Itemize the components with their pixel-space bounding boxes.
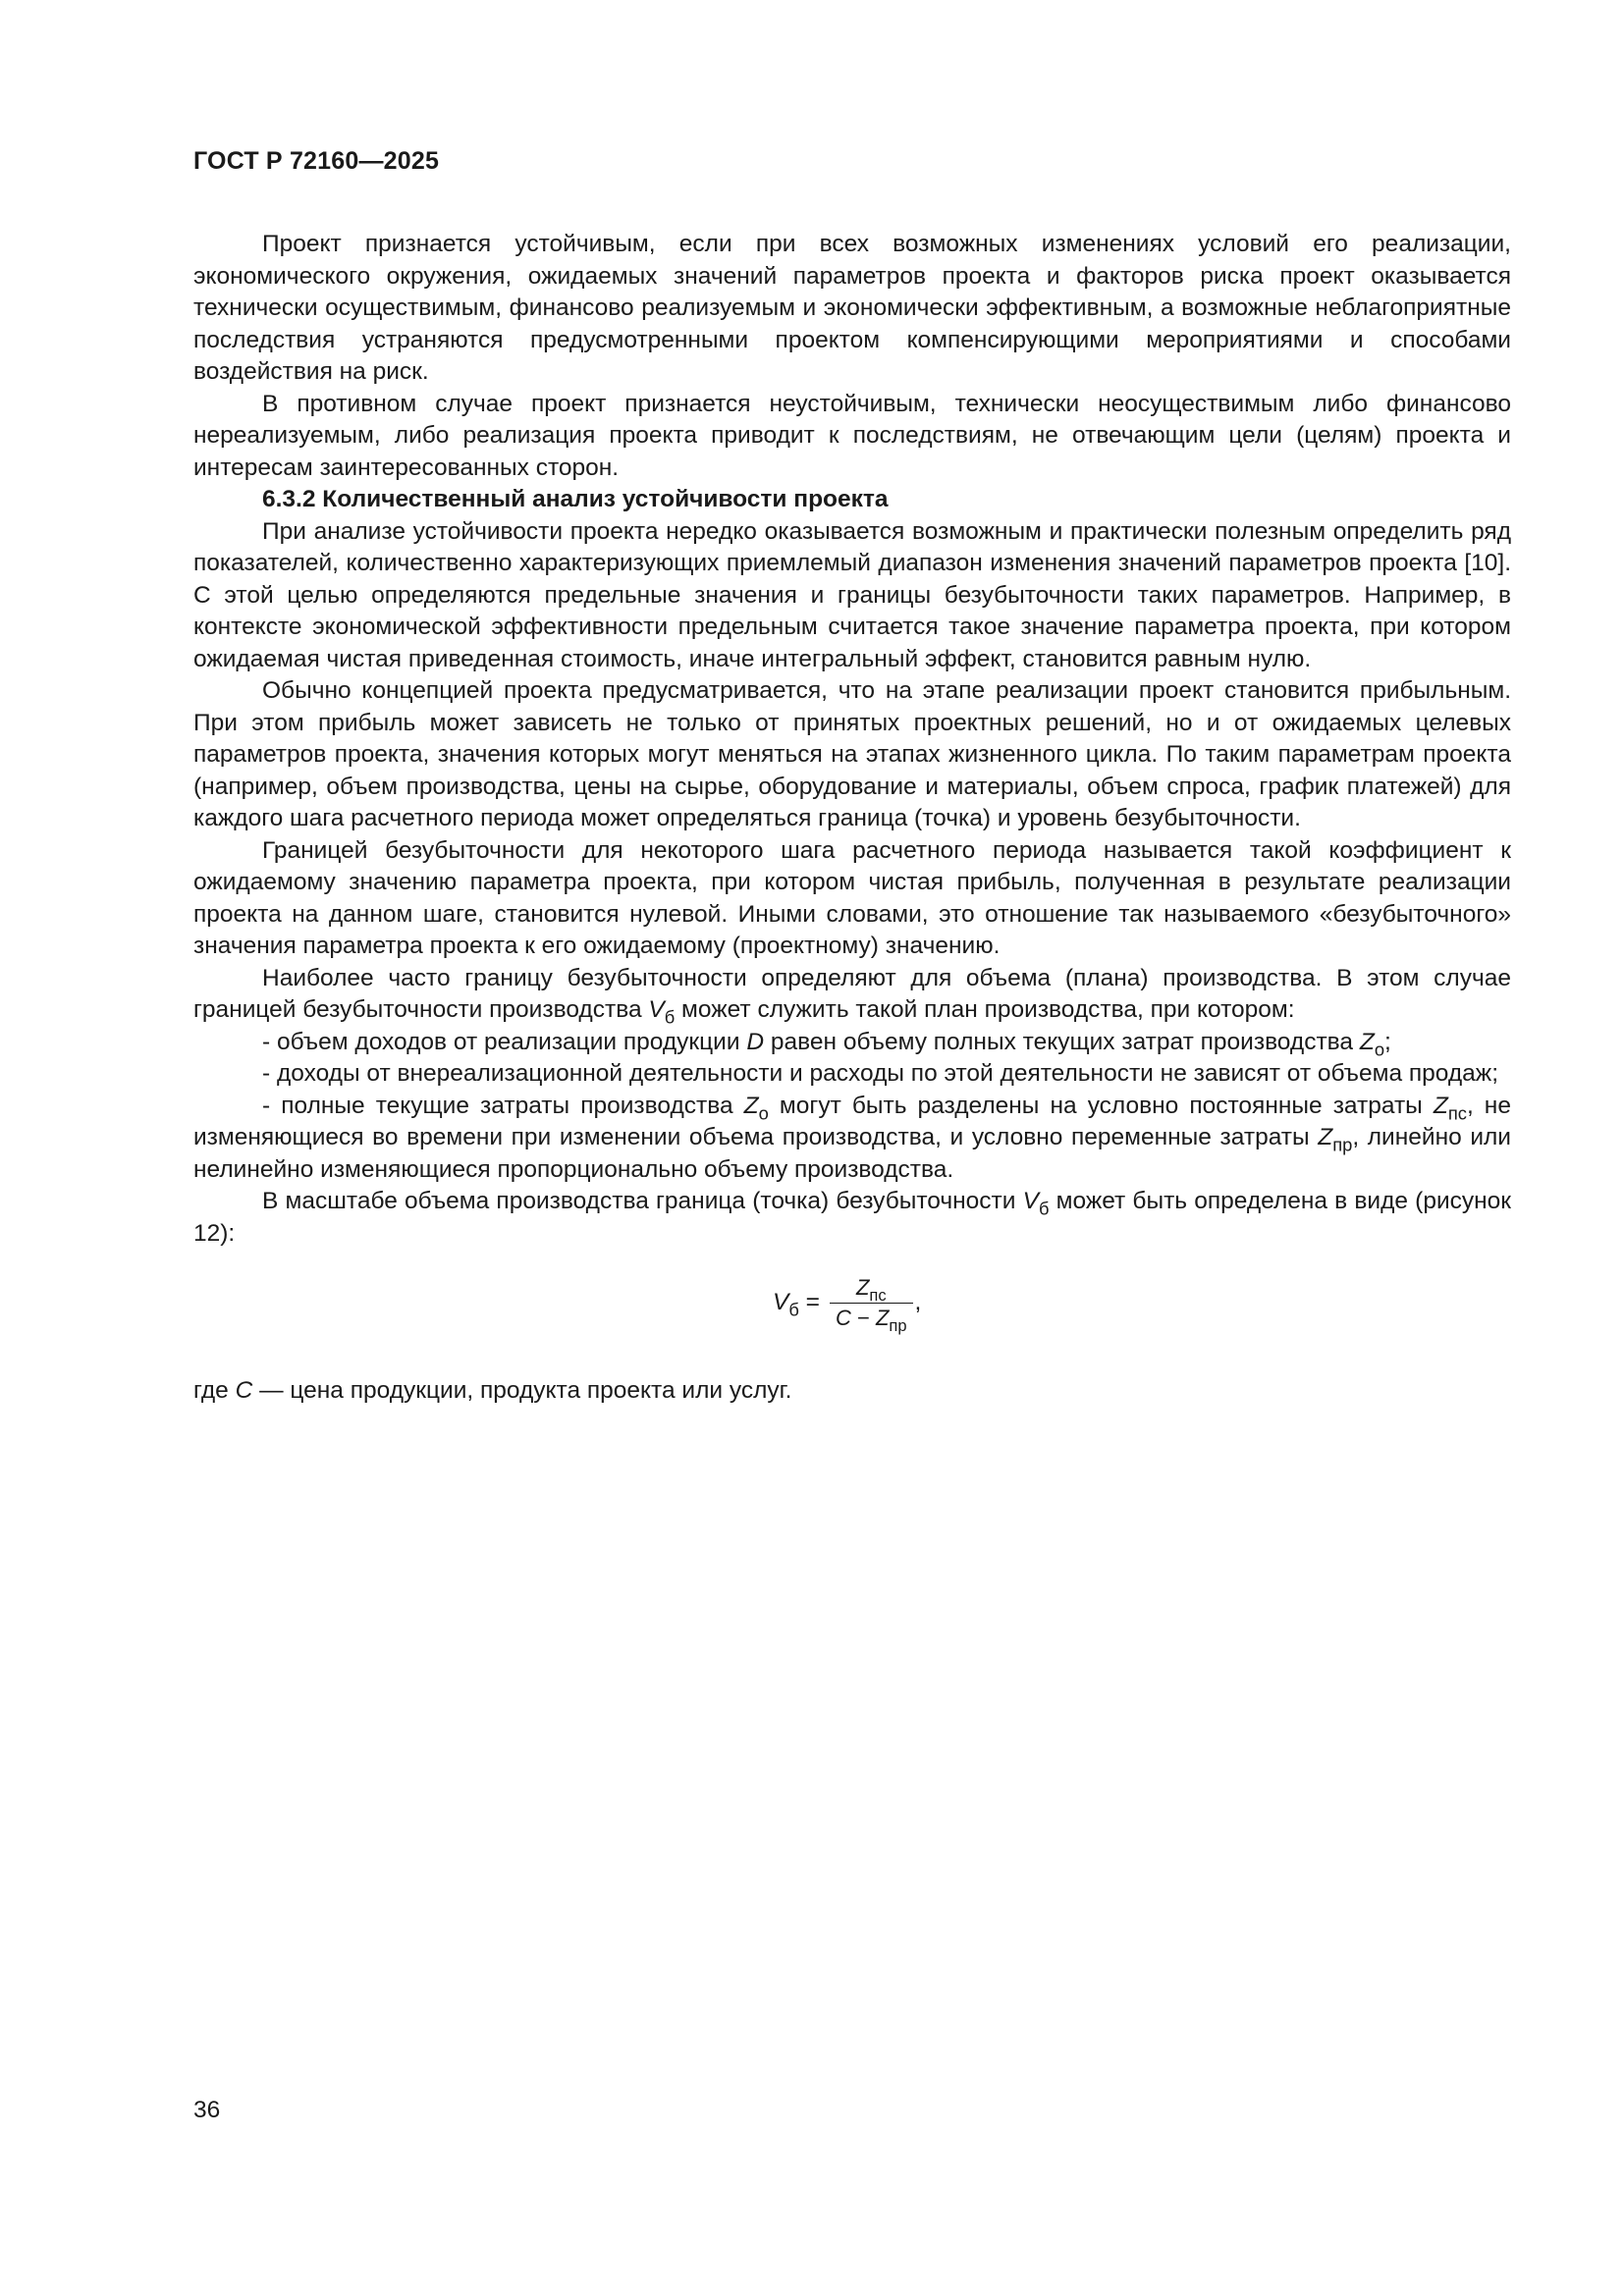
paragraph-quantitative-analysis: При анализе устойчивости проекта нередко оказывается возможным и практически полезным определить ряд показателей, количественно характеризующих приемлемый диапазон изменения значений параметров проекта [10]. С этой целью определяются предельные значения и границы безубыточности таких параметров. Например, в контексте экономической эффективности предельным считается такое значение параметра проекта, при котором ожидаемая чистая приведенная стоимость, иначе интегральный эффект, становится равным нулю. (193, 517, 1511, 672)
breakeven-formula (193, 1261, 1511, 1367)
document-header: ГОСТ Р 72160—2025 (193, 147, 440, 175)
paragraph-where-c: где C — цена продукции, продукта проекта или услуг. (193, 1377, 792, 1404)
page-number: 36 (193, 2097, 221, 2123)
formula-comma: , (914, 1289, 922, 1316)
formula-denominator: $C - Z_{пр}$ (835, 1306, 907, 1335)
list-item-non-operating: - доходы от внереализационной деятельности и расходы по этой деятельности не зависят от объема продаж; (262, 1060, 1498, 1087)
formula-numerator: $Z_{пс}$ (855, 1275, 887, 1305)
section-heading-6-3-2: 6.3.2 Количественный анализ устойчивости проекта (262, 486, 889, 512)
document-body (193, 229, 1511, 1408)
paragraph-profitability: Обычно концепцией проекта предусматривается, что на этапе реализации проект становится прибыльным. При этом прибыль может зависеть не только от принятых проектных решений, но и от ожидаемых целевых параметров проекта, значения которых могут меняться на этапах жизненного цикла. По таким параметрам проекта (например, объем производства, цены на сырье, оборудование и материалы, объем спроса, график платежей) для каждого шага расчетного периода может определяться граница (точка) и уровень безубыточности. (193, 677, 1511, 831)
paragraph-instability: В противном случае проект признается неустойчивым, технически неосуществимым либо финансово нереализуемым, либо реализация проекта приводит к последствиям, не отвечающим цели (целям) проекта и интересам заинтересованных сторон. (193, 390, 1511, 481)
paragraph-breakeven-formula-intro: В масштабе объема производства граница (точка) безубыточности $V_б$ может быть определена в виде (рисунок 12): (193, 1188, 1511, 1247)
formula-lhs: $V_б$ = (773, 1289, 820, 1320)
formula-fraction (830, 1275, 913, 1335)
paragraph-breakeven-boundary: Границей безубыточности для некоторого шага расчетного периода называется такой коэффициент к ожидаемому значению параметра проекта, при котором чистая прибыль, полученная в результате реализации проекта на данном шаге, становится нулевой. Иными словами, это отношение так называемого «безубыточного» значения параметра проекта к его ожидаемому (проектному) значению. (193, 836, 1511, 959)
list-item-revenue: - объем доходов от реализации продукции D равен объему полных текущих затрат производства $Z_о$; (262, 1028, 1391, 1059)
list-item-cost-split: - полные текущие затраты производства $Z_о$ могут быть разделены на условно постоянные затраты $Z_{пс}$, не изменяющиеся во времени при изменении объема производства, и условно переменные затраты $Z_{пр}$, линейно или нелинейно изменяющиеся пропорционально объему производства. (193, 1092, 1511, 1183)
paragraph-production-volume: Наиболее часто границу безубыточности определяют для объема (плана) производства. В этом случае границей безубыточности производства $V_б$ может служить такой план производства, при котором: (193, 964, 1511, 1028)
paragraph-stability-definition: Проект признается устойчивым, если при всех возможных изменениях условий его реализации, экономического окружения, ожидаемых значений параметров проекта и факторов риска проект оказывается технически осуществимым, финансово реализуемым и экономически эффективным, а возможные неблагоприятные последствия устраняются предусмотренными проектом компенсирующими мероприятиями и способами воздействия на риск. (193, 231, 1511, 385)
